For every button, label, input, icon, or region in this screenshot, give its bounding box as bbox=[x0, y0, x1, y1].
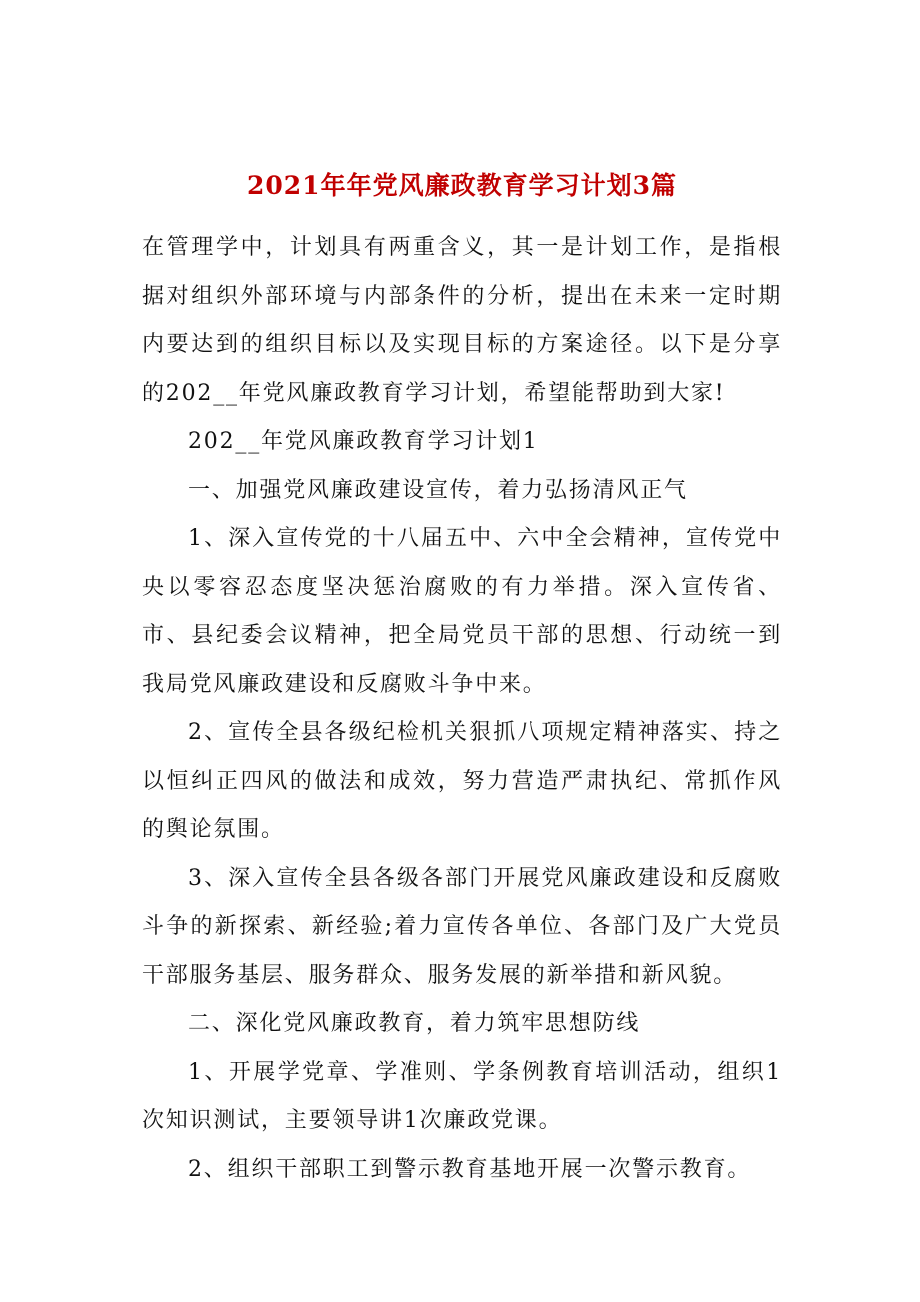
document-title: 2021年年党风廉政教育学习计划3篇 bbox=[247, 171, 677, 200]
paragraph-section-two-item-1: 1、开展学党章、学准则、学条例教育培训活动，组织1次知识测试，主要领导讲1次廉政党课。 bbox=[142, 1059, 782, 1133]
paragraph-section-one-item-1: 1、深入宣传党的十八届五中、六中全会精神，宣传党中央以零容忍态度坚决惩治腐败的有力举措。深入宣传省、市、县纪委会议精神，把全局党员干部的思想、行动统一到我局党风廉政建设和反腐败斗争中来。 bbox=[142, 526, 782, 697]
paragraph-section-one-item-3: 3、深入宣传全县各级各部门开展党风廉政建设和反腐败斗争的新探索、新经验;着力宣传各单位、各部门及广大党员干部服务基层、服务群众、服务发展的新举措和新风貌。 bbox=[142, 865, 782, 988]
document-body bbox=[142, 224, 782, 1194]
paragraph-section-two-item-2: 2、组织干部职工到警示教育基地开展一次警示教育。 bbox=[188, 1156, 752, 1182]
paragraph-plan-heading: 202__年党风廉政教育学习计划1 bbox=[188, 429, 539, 454]
paragraph-intro: 在管理学中，计划具有两重含义，其一是计划工作，是指根据对组织外部环境与内部条件的分析，提出在未来一定时期内要达到的组织目标以及实现目标的方案途径。以下是分享的202__年党风廉政教育学习计划，希望能帮助到大家! bbox=[142, 235, 782, 406]
document-page bbox=[142, 160, 782, 1194]
paragraph-section-one-item-2: 2、宣传全县各级纪检机关狠抓八项规定精神落实、持之以恒纠正四风的做法和成效，努力营造严肃执纪、常抓作风的舆论氛围。 bbox=[142, 720, 782, 842]
paragraph-section-one-heading: 一、加强党风廉政建设宣传，着力弘扬清风正气 bbox=[188, 477, 688, 503]
paragraph-section-two-heading: 二、深化党风廉政教育，着力筑牢思想防线 bbox=[188, 1011, 641, 1036]
